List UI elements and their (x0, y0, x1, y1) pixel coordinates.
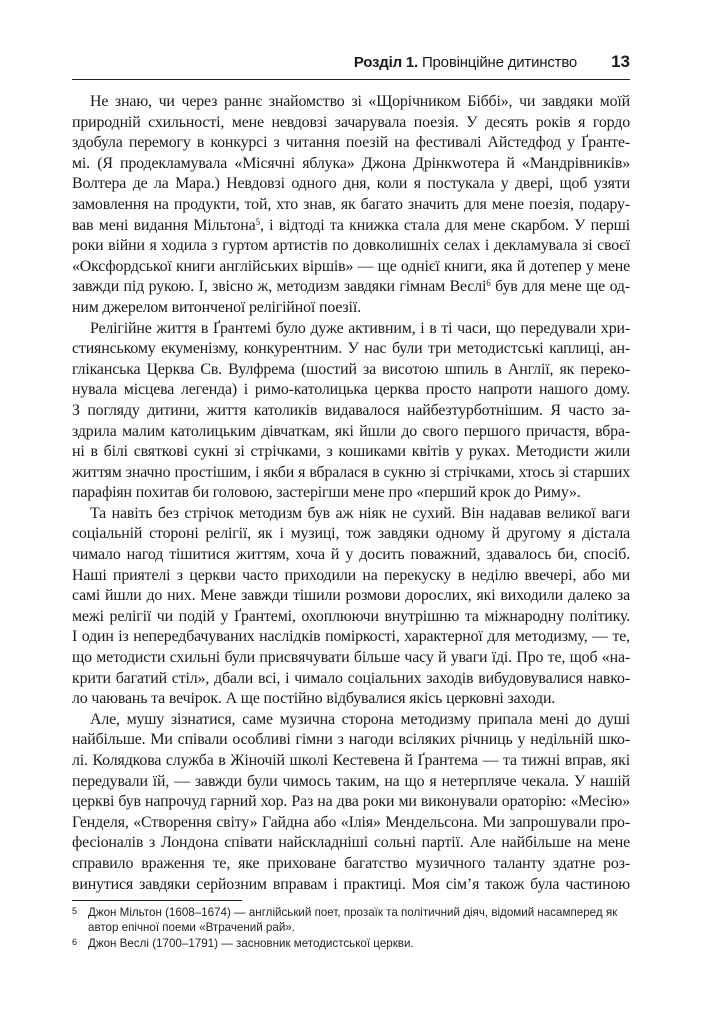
text-line: винутися завдяки серйозним вправам і практиці. Моя сім’я також була частиною (72, 875, 630, 893)
chapter-heading (354, 54, 577, 71)
text-line: соціальній стороні релігії, як і музиці, тож завдяки одному й другому я дістала (72, 525, 630, 543)
text-line: чимало нагод тішитися життям, хоча й у досить поважний, здавалось би, спосіб. (72, 546, 630, 564)
text-line: ло чаювань та вечірок. А ще постійно відбувалися якісь церковні заходи. (72, 690, 556, 708)
text-line: церкві був напрочуд гарний хор. Раз на два роки ми виконували ораторію: «Месію» (72, 793, 630, 811)
text-line: самі йшли до них. Мене завжди тішили розмови дорослих, які виходили далеко за (72, 587, 630, 605)
text-line: мі. (Я продекламувала «Місячні яблука» Джона Дрінкwотера й «Мандрівників» (72, 154, 630, 172)
footnote-text (88, 905, 630, 935)
text-line: нувала місцева легенда) і римо-католицька церква просто напроти нашого дому. (72, 381, 630, 399)
text-line: фесіоналів з Лондона співати найскладніші сольні партії. Але найбільше на мене (72, 834, 630, 852)
text-line: Релігійне життя в Ґрантемі було дуже активним, і в ті часи, що передували хри- (90, 319, 630, 337)
text-line: «Оксфордської книги англійських віршів» — ще однієї книги, яка й дотепер у мене (72, 257, 630, 275)
text-line: здрила малим католицьким дівчаткам, які йшли до свого першого причастя, вбра- (72, 422, 630, 440)
body-text (72, 92, 630, 895)
text-line: Генделя, «Створення світу» Гайдна або «Ілія» Мендельсона. Ми запрошували про- (72, 813, 630, 831)
footnote-ref: 5 (255, 216, 260, 227)
text-line: справило враження те, яке приховане багатство музичного таланту здатне роз- (72, 854, 630, 872)
text-line: гліканська Церква Св. Вулфрема (шостий за висотою шпиль в Англії, як переко- (72, 360, 630, 378)
text-line: завжди під рукою. І, звісно ж, методизм завдяки гімнам Веслі$^6$ був для мене ще од- (72, 278, 630, 296)
text-line: природній схильності, мене невдовзі зачарувала поезія. У десять років я гордо (72, 113, 630, 131)
text-line: крити багатий стіл», дбали всі, і чимало соціальних заходів вибудовувалися навко- (72, 669, 630, 687)
page-number: 13 (611, 52, 630, 71)
footnote-ref: 6 (486, 278, 491, 289)
footnote-rule (72, 900, 242, 901)
text-line: роки війни я ходила з гуртом артистів по довколишніх селах і декламувала зі своєї (72, 237, 630, 255)
text-line: що методисти схильні були присвячувати більше часу й уваги їді. Про те, щоб «на- (72, 649, 630, 667)
chapter-label: Розділ 1. (353, 54, 418, 71)
text-line: Наші приятелі з церкви часто приходили на перекуску в неділю ввечері, або ми (72, 566, 630, 584)
text-line: межі релігії чи подій у Ґрантемі, охоплюючи внутрішню та міжнародну політику. (72, 607, 630, 625)
footnote (72, 936, 630, 951)
text-line: ним джерелом витонченої релігійної поезії. (72, 298, 361, 316)
footnote-line: Джон Мільтон (1608–1674) — англійський поет, прозаїк та політичний діяч, відомий насамперед як (88, 906, 618, 919)
text-line: Але, мушу зізнатися, саме музична сторона методизму припала мені до душі (90, 710, 630, 728)
text-line: Та навіть без стрічок методизм був аж ніяк не сухий. Він надавав великої ваги (90, 504, 630, 522)
paragraph (72, 319, 630, 504)
footnote-line: автор епічної поеми «Втрачений рай». (88, 921, 295, 934)
text-line: замовлення на продукти, той, хто знав, як багато значить для мене поезія, подару- (72, 195, 630, 213)
paragraph (72, 92, 630, 319)
running-header (72, 52, 630, 80)
text-line: стиянському екуменізму, конкурентним. У нас були три методистські каплиці, ан- (72, 340, 630, 358)
text-line: Волтера де ла Мара.) Невдовзі одного дня, коли я постукала у двері, щоб узяти (72, 175, 630, 193)
footnote-text (88, 936, 630, 951)
text-line: здобула перемогу в конкурсі з читання поезій на фестивалі Айстедфод у Ґранте- (72, 134, 630, 152)
text-line: парафіян похитав би головою, застерігши мене про «перший крок до Риму». (72, 484, 581, 502)
footnotes (72, 905, 630, 952)
footnote-number: 6 (72, 937, 78, 947)
text-line: вав мені видання Мільтона$^5$, і відтоді та книжка стала для мене скарбом. У перші (72, 216, 630, 234)
text-line: Не знаю, чи через раннє знайомство зі «Щорічником Біббі», чи завдяки моїй (90, 93, 630, 110)
footnote-number: 5 (72, 906, 78, 916)
paragraph (72, 710, 630, 895)
text-line: І один із непередбачуваних наслідків поміркості, характерної для методизму, — те, (72, 628, 630, 646)
footnote (72, 905, 630, 935)
book-page (72, 52, 630, 895)
chapter-title: Провінційне дитинство (421, 54, 578, 71)
text-line: З погляду дитини, життя католиків видавалося найбезтурботнішим. Я часто за- (72, 401, 630, 419)
text-line: найбільше. Ми співали особливі гімни з нагоди всіляких річниць у недільній шко- (72, 731, 630, 749)
text-line: ні в білі святкові сукні зі стрічками, з кошиками квітів у руках. Методисти жили (72, 443, 630, 461)
text-line: лі. Колядкова служба в Жіночій школі Кестевена й Ґрантема — та тижні вправ, які (72, 752, 630, 769)
text-line: життям значно простішим, і якби я вбралася в сукню зі стрічками, хтось зі старших (72, 463, 630, 481)
text-line: передували їй, — завжди були чимось таким, на що я нетерпляче чекала. У нашій (72, 772, 630, 790)
footnote-line: Джон Веслі (1700–1791) — засновник методистської церкви. (88, 937, 414, 950)
paragraph (72, 504, 630, 710)
